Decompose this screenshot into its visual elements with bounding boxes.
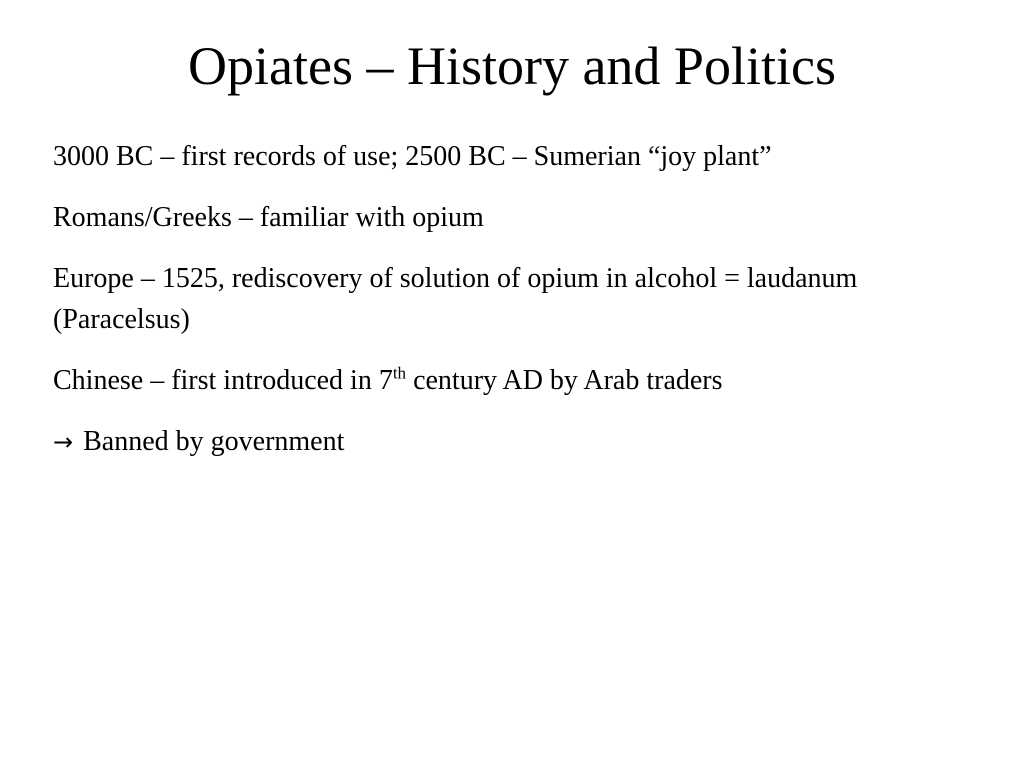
bullet-ancient-records: 3000 BC – first records of use; 2500 BC – Sumerian “joy plant” [53, 141, 772, 172]
bullet-chinese-text-before: Chinese – first introduced in 7 [53, 365, 393, 396]
ordinal-superscript: th [392, 363, 407, 383]
bullet-europe-laudanum: Europe – 1525, rediscovery of solution of opium in alcohol = laudanum (Paracelsus) [53, 263, 858, 335]
bullet-banned-text: Banned by government [83, 426, 345, 457]
arrow-right-icon: → [53, 428, 74, 456]
bullet-banned [53, 421, 973, 463]
slide-title: Opiates – History and Politics [188, 36, 836, 96]
slide-body [53, 136, 973, 483]
bullet-chinese-text-after: century AD by Arab traders [406, 365, 723, 396]
bullet-romans-greeks: Romans/Greeks – familiar with opium [53, 202, 484, 233]
bullet-chinese-introduction [53, 360, 973, 401]
